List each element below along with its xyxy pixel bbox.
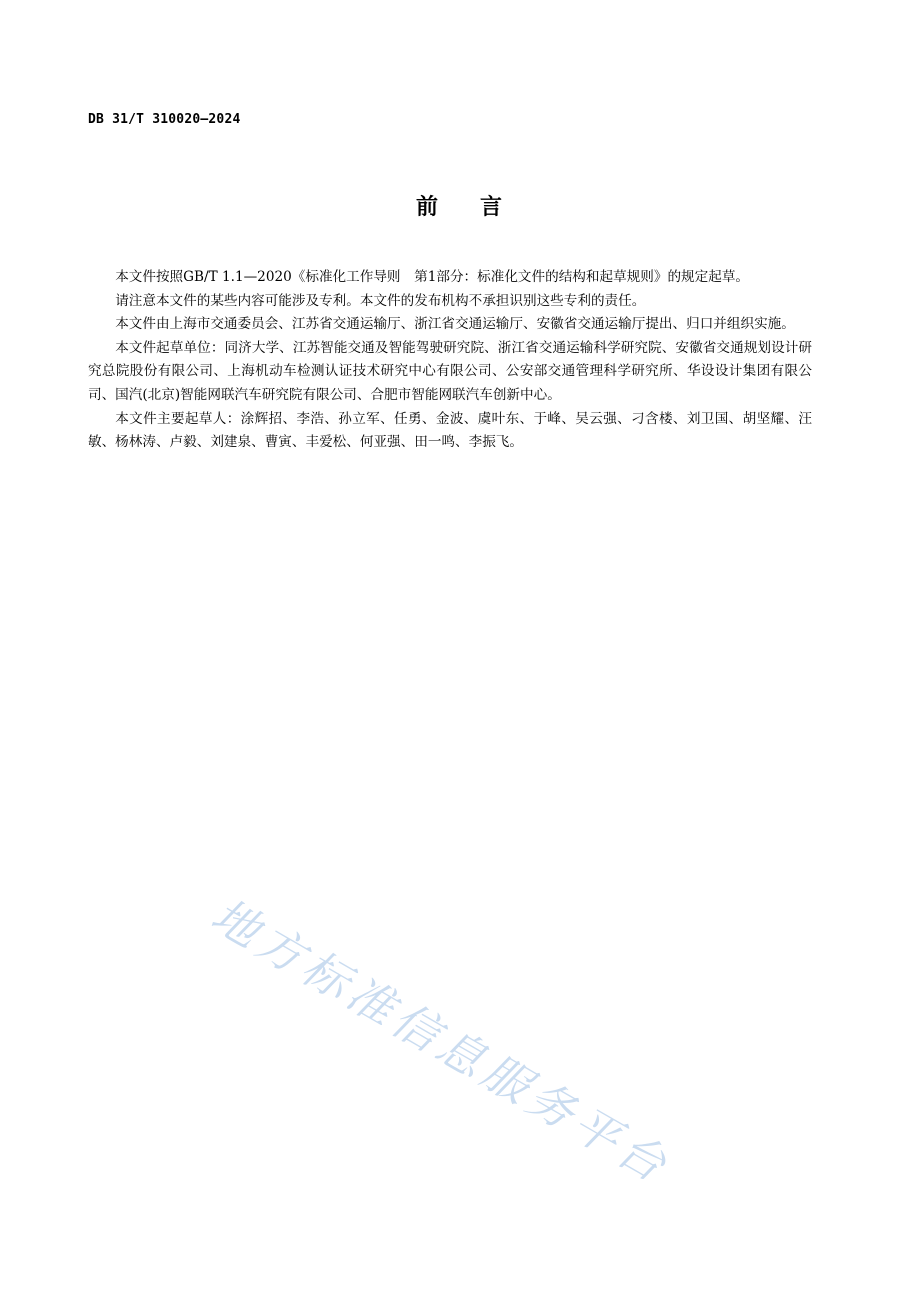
foreword-body xyxy=(88,266,812,455)
page-title xyxy=(0,190,920,221)
watermark: 地方标准信息服务平台 xyxy=(202,887,680,1195)
paragraph-drafting-units: 本文件起草单位：同济大学、江苏智能交通及智能驾驶研究院、浙江省交通运输科学研究院、安徽省交通规划设计研究总院股份有限公司、上海机动车检测认证技术研究中心有限公司、公安部交通管理科学研究所、华设设计集团有限公司、国汽(北京)智能网联汽车研究院有限公司、合肥市智能网联汽车创新中心。 xyxy=(88,339,812,403)
document-code: DB 31/T 310020—2024 xyxy=(88,112,241,127)
title-char-2: 言 xyxy=(480,195,505,220)
paragraph-drafting-rules: 本文件按照GB/T 1.1—2020《标准化工作导则 第1部分：标准化文件的结构和起草规则》的规定起草。 xyxy=(115,269,750,285)
paragraph-proposer: 本文件由上海市交通委员会、江苏省交通运输厅、浙江省交通运输厅、安徽省交通运输厅提出、归口并组织实施。 xyxy=(115,316,795,333)
title-char-1: 前 xyxy=(415,195,440,220)
paragraph-drafters: 本文件主要起草人：涂辉招、李浩、孙立军、任勇、金波、虞叶东、于峰、吴云强、刁含楼、刘卫国、胡坚耀、汪敏、杨林涛、卢毅、刘建泉、曹寅、丰爱松、何亚强、田一鸣、李振飞。 xyxy=(88,410,812,451)
paragraph-patent-notice: 请注意本文件的某些内容可能涉及专利。本文件的发布机构不承担识别这些专利的责任。 xyxy=(115,292,646,309)
